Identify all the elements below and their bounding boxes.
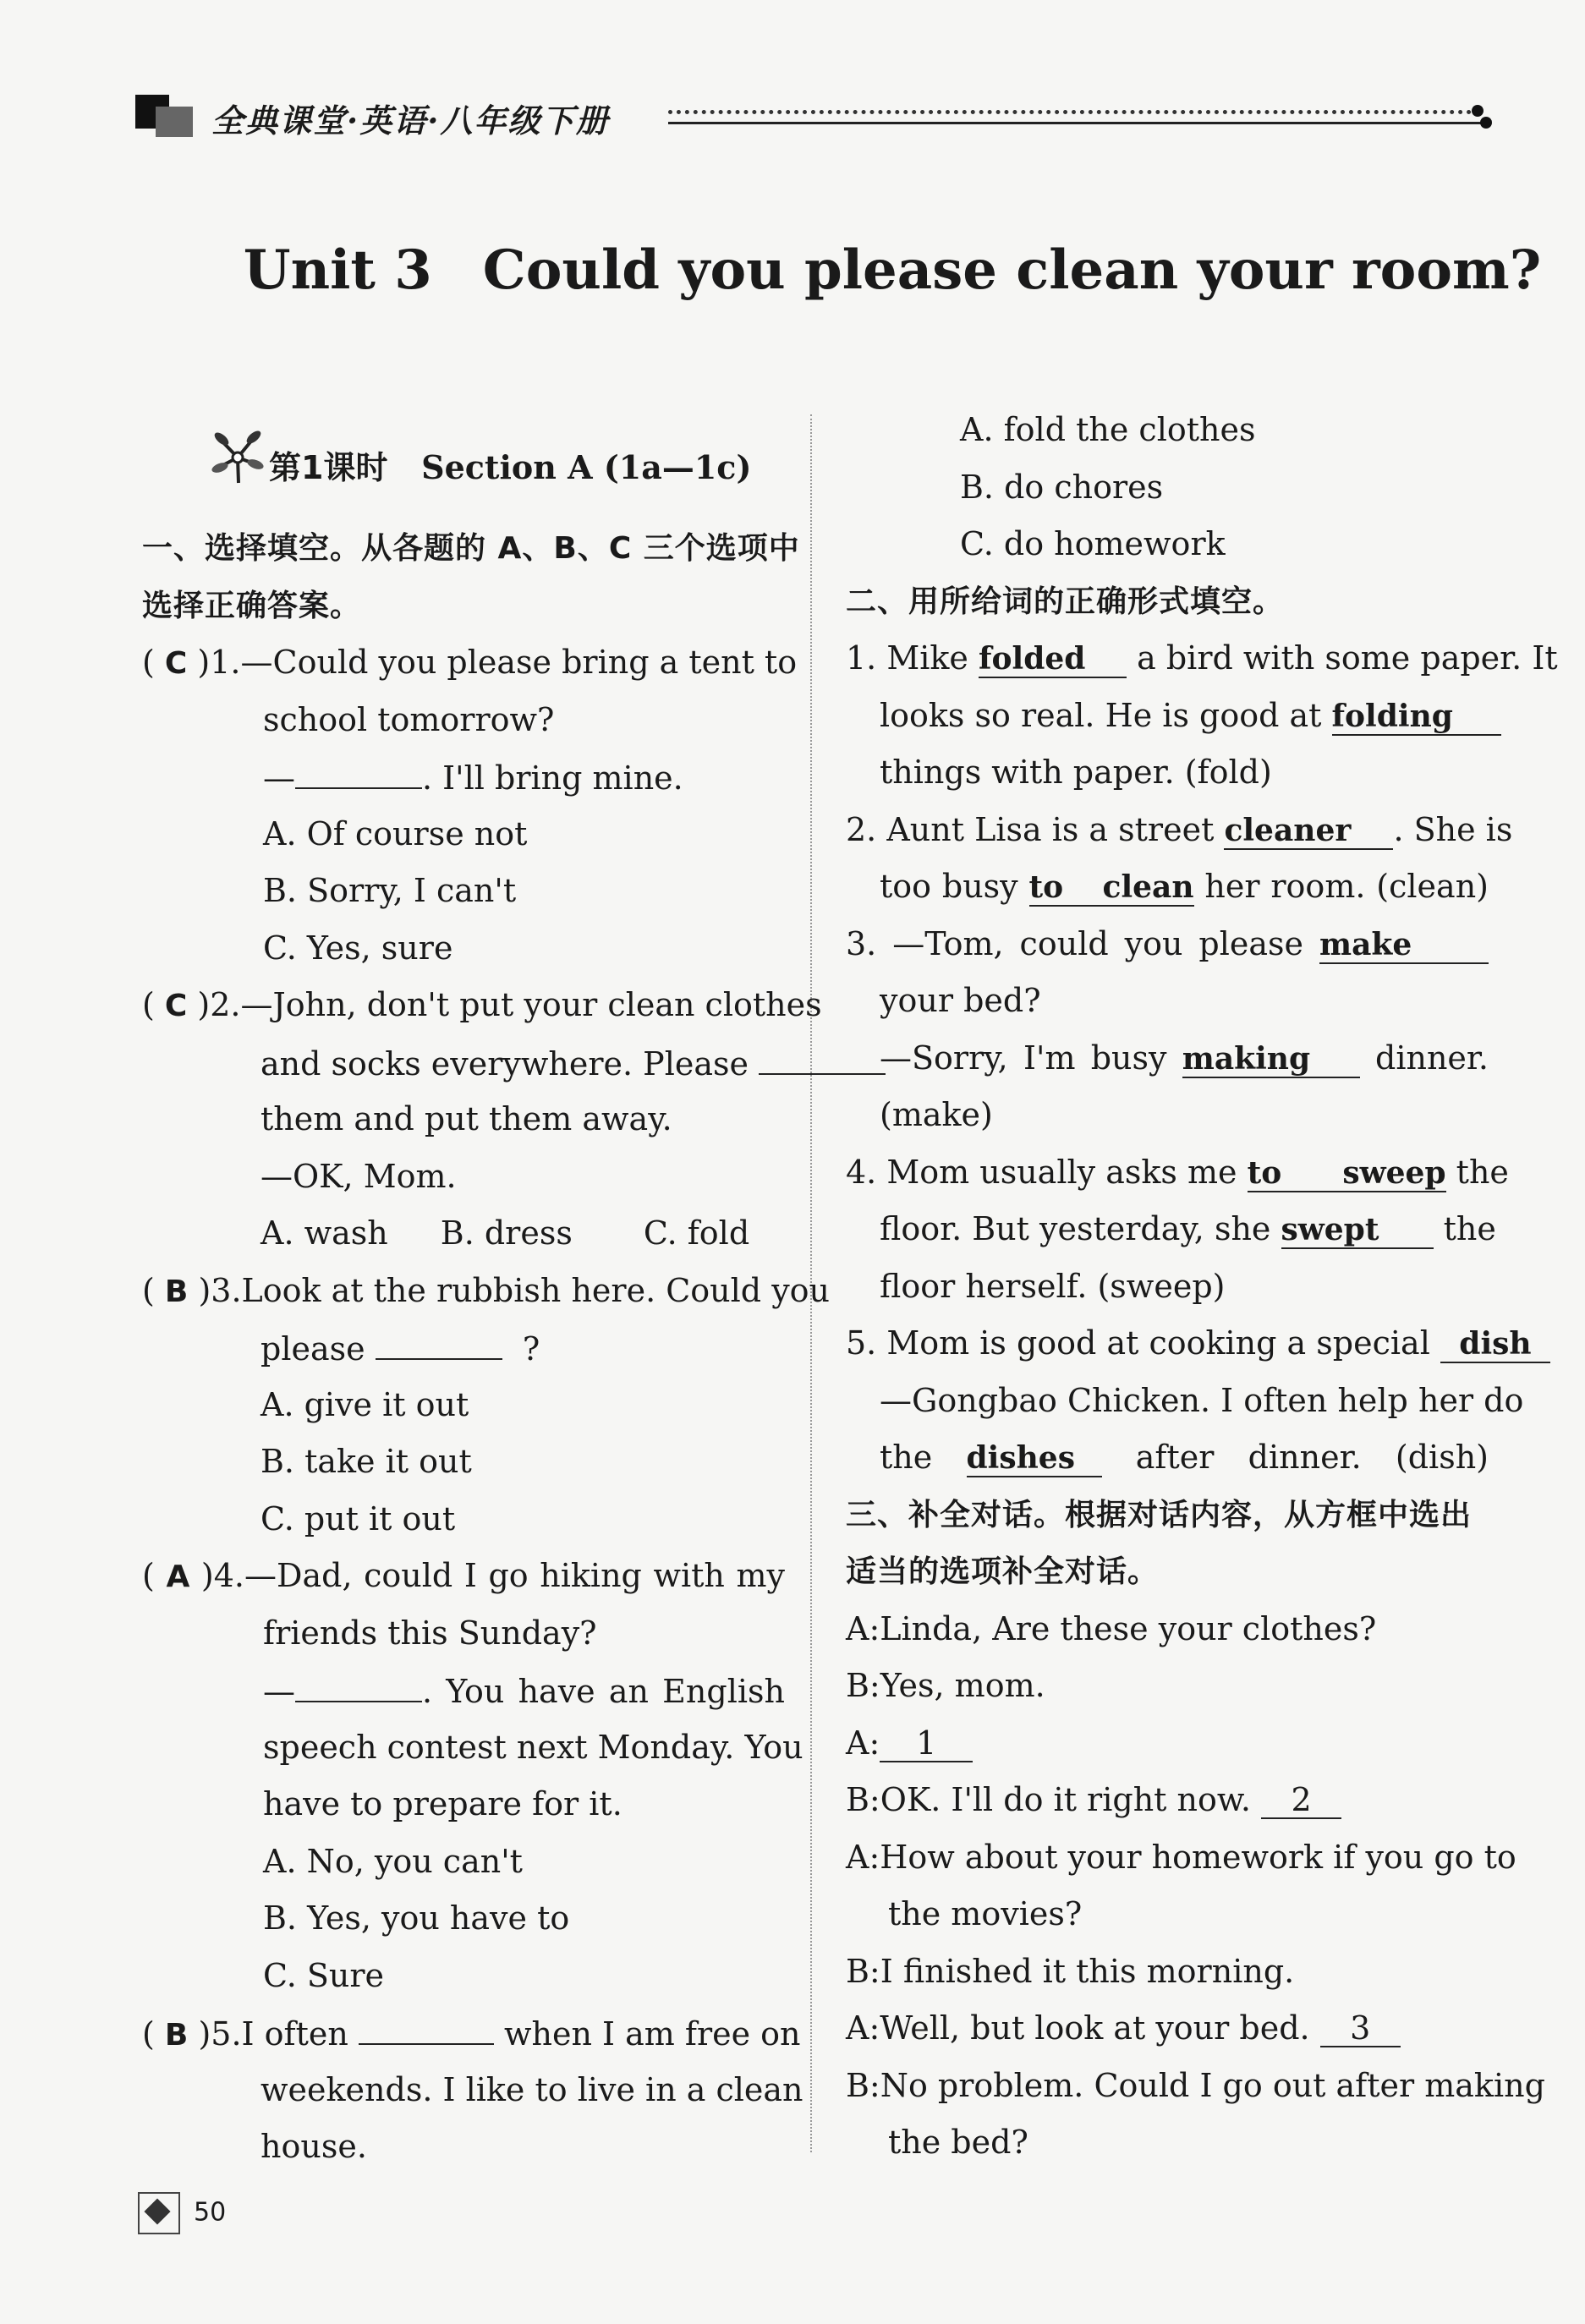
p2-q4-answer1[interactable]: to sweep [1248,1152,1446,1192]
p2-q1-answer1[interactable]: folded [979,638,1127,678]
part2-heading: 二、用所给词的正确形式填空。 [846,584,1285,619]
page-footer [138,2192,226,2234]
q5-option-a: A. fold the clothes [960,411,1256,448]
q3-option-c: C. put it out [261,1499,456,1537]
header-dotted-rule [668,110,1472,118]
book-logo-icon [135,95,193,137]
q5-option-b: B. do chores [960,468,1164,506]
p2-q5-line3: the dishes after dinner. (dish) [880,1439,1489,1476]
dialog-line-cont: the bed? [888,2124,1028,2161]
p2-q1-line2: looks so real. He is good at folding [846,688,1489,745]
q2-option-c: C. fold [643,1214,750,1252]
q4-stem: ( A )4.—Dad, could I go hiking with my [142,1557,786,1594]
book-title: 全典课堂·英语·八年级下册 [211,101,610,140]
q5-stem-cont2: house. [261,2128,367,2165]
answer-mark: B [164,1274,189,1309]
p2-q4-line1: 4. Mom usually asks me to sweep the [846,1153,1509,1191]
q4-reply: — . You have an English [142,1662,785,1719]
q3-stem: ( B )3.Look at the rubbish here. Could you [142,1271,831,1309]
dialog-line: B:No problem. Could I go out after making [846,2066,1545,2104]
q1-stem-cont: school tomorrow? [263,700,555,738]
header-solid-rule [668,122,1489,124]
q3-blank[interactable] [376,1319,502,1360]
q2-stem-cont2: them and put them away. [261,1100,672,1137]
q4-option-c: C. Sure [263,1956,385,1994]
q4-option-b: B. Yes, you have to [263,1899,570,1937]
dialog-line: B:I finished it this morning. [846,1952,1295,1990]
q3-option-b: B. take it out [261,1443,472,1480]
q2-stem-cont: and socks everywhere. Please [142,1034,785,1092]
p2-q3-line4: (make) [880,1096,993,1133]
dialog-line: B:Yes, mom. [846,1667,1045,1704]
p2-q4-answer2[interactable]: swept [1281,1209,1434,1249]
answer-mark: A [166,1559,190,1594]
dialog-blank-1[interactable]: 1 [880,1722,973,1762]
p2-q3-answer2[interactable]: making [1182,1038,1360,1078]
p2-q5-line1: 5. Mom is good at cooking a special dish [846,1315,1489,1373]
dialog-line: A: 1 [846,1715,1489,1773]
q4-stem-cont: friends this Sunday? [263,1614,597,1652]
part1-heading-cont: 选择正确答案。 [142,588,362,623]
p2-q3-line1: 3. —Tom, could you please make [846,916,1489,973]
dialog-line: A:Linda, Are these your clothes? [846,1609,1377,1647]
p2-q5-answer2[interactable]: dishes [967,1437,1102,1477]
q1-reply: — . I'll bring mine. [142,748,785,806]
right-column [846,402,1558,2172]
lesson-label: 第1课时 [269,449,388,486]
p2-q2-answer2[interactable]: to clean [1029,866,1194,907]
dialog-blank-3[interactable]: 3 [1320,2007,1401,2047]
p2-q5-line2: —Gongbao Chicken. I often help her do [880,1381,1524,1419]
p2-q4-line2: floor. But yesterday, she swept the [880,1210,1496,1247]
q4-option-a: A. No, you can't [263,1842,523,1880]
q2-option-a: A. wash [261,1214,388,1252]
p2-q2-answer1[interactable]: cleaner [1224,809,1393,850]
q5-option-c: C. do homework [960,525,1226,562]
p2-q1-line1: 1. Mike folded a bird with some paper. It [846,639,1558,677]
page-number: 50 [194,2197,227,2228]
header-dot [1480,117,1492,129]
section-heading [142,427,785,520]
q1-option-c: C. Yes, sure [263,929,453,967]
section-name: Section A (1a—1c) [421,448,752,486]
diamond-icon [138,2192,180,2234]
q1-stem: ( C )1.—Could you please bring a tent to [142,644,798,681]
header-dot [1472,105,1484,117]
q5-blank[interactable] [359,2004,494,2045]
q3-option-a: A. give it out [261,1385,469,1423]
q2-option-b: B. dress [440,1214,573,1252]
p2-q1-line3: things with paper. (fold) [880,754,1272,791]
p2-q2-line1: 2. Aunt Lisa is a street cleaner . She is [846,810,1513,848]
dialog-line: A:Well, but look at your bed. 3 [846,2000,1489,2058]
q2-options [142,1205,785,1263]
dialog-line: B:OK. I'll do it right now. 2 [846,1772,1489,1829]
q1-option-b: B. Sorry, I can't [263,872,517,909]
section-title [269,439,751,497]
q1-blank[interactable] [295,748,422,789]
q3-stem-cont: please ? [142,1319,785,1377]
p2-q3-line2: your bed? [880,982,1041,1019]
p2-q2-line2: too busy to clean her room. (clean) [880,868,1489,905]
answer-mark: C [164,646,188,681]
part3-heading-cont: 适当的选项补全对话。 [846,1554,1160,1589]
page-header [135,85,1489,144]
p2-q4-line3: floor herself. (sweep) [880,1267,1226,1305]
q4-blank[interactable] [295,1662,422,1702]
left-column [142,427,831,2176]
dialog-blank-2[interactable]: 2 [1261,1779,1341,1819]
q2-reply: —OK, Mom. [261,1157,457,1195]
q5-stem: ( B )5.I often when I am free on [142,2004,785,2062]
unit-name: Could you please clean your room? [482,238,1542,302]
q1-option-a: A. Of course not [263,814,528,852]
p2-q5-answer1[interactable]: dish [1440,1323,1550,1363]
unit-title [0,238,1585,302]
q4-reply-cont: speech contest next Monday. You [263,1728,803,1766]
part1-heading: 一、选择填空。从各题的 A、B、C 三个选项中 [142,531,800,566]
q5-stem-cont: weekends. I like to live in a clean [261,2070,803,2108]
p2-q3-answer1[interactable]: make [1319,924,1489,964]
flower-icon [208,427,267,486]
p2-q1-answer2[interactable]: folding [1332,695,1501,736]
dialog-line-cont: the movies? [888,1895,1083,1932]
dialog-line: A:How about your homework if you go to [846,1838,1516,1876]
unit-number: Unit 3 [243,238,432,302]
part3-heading: 三、补全对话。根据对话内容，从方框中选出 [846,1497,1473,1532]
answer-mark: B [164,2018,189,2053]
q2-stem: ( C )2.—John, don't put your clean clothes [142,986,822,1023]
q4-reply-cont2: have to prepare for it. [263,1785,622,1822]
answer-mark: C [164,989,188,1023]
p2-q3-line3: —Sorry, I'm busy making dinner. [880,1039,1489,1077]
